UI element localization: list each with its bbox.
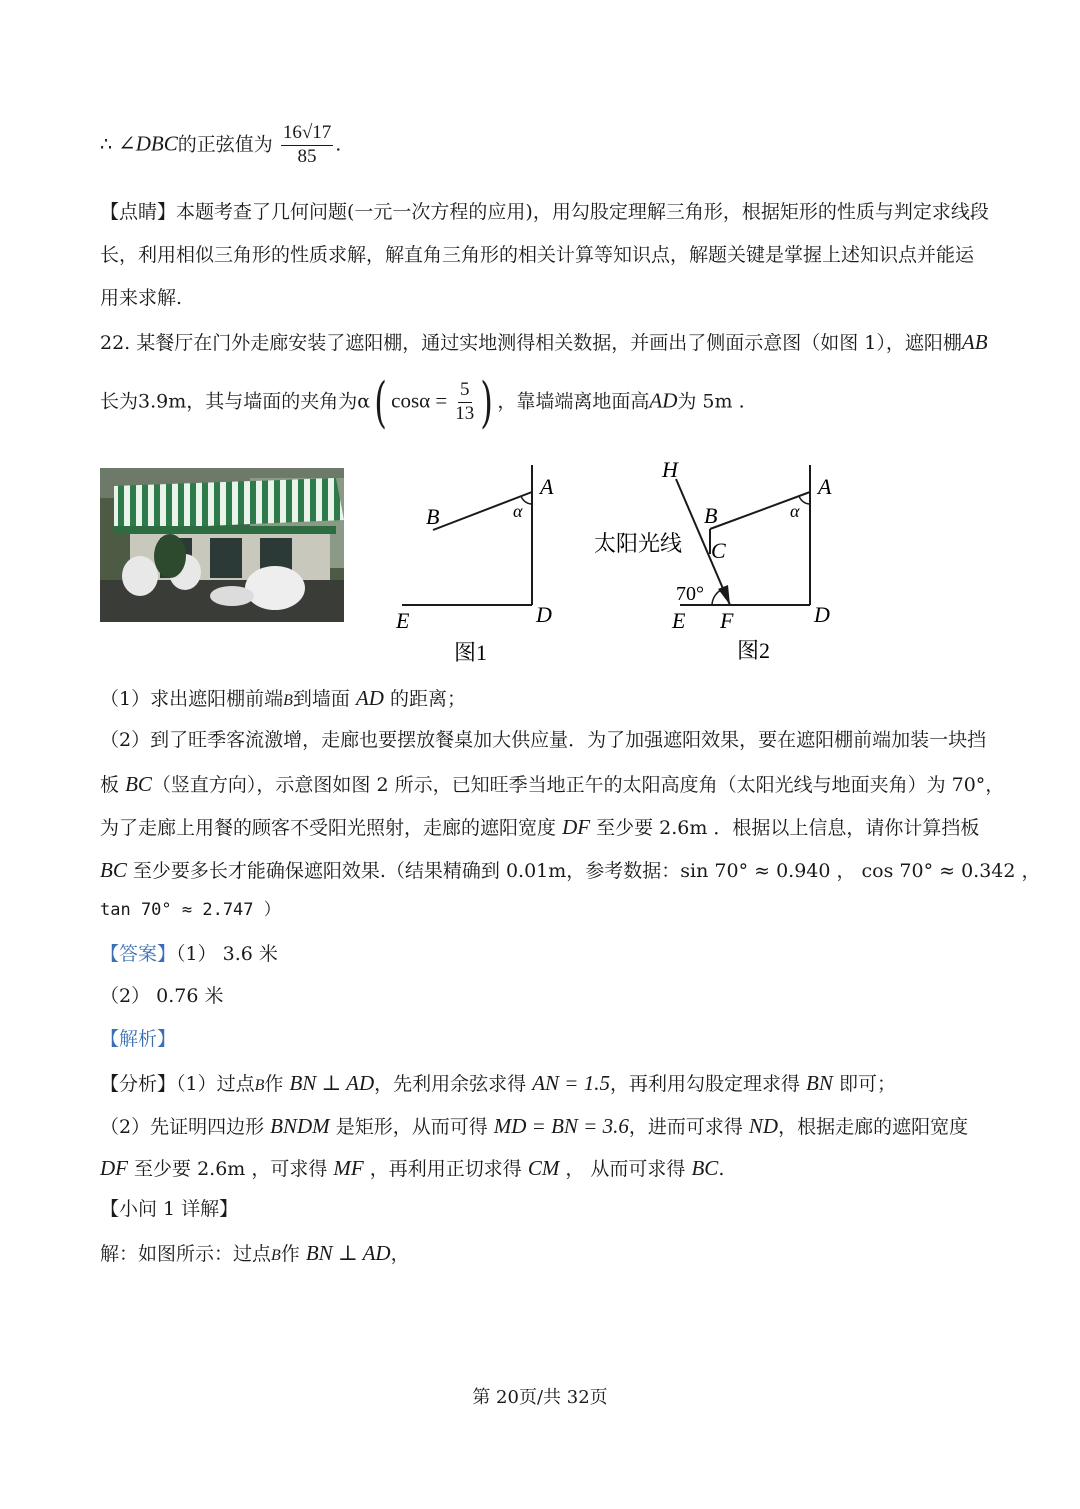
fig1-label-d: D [536, 602, 552, 627]
question-22-line-1: 22. 某餐厅在门外走廊安装了遮阳棚，通过实地测得相关数据，并画出了侧面示意图（如图 1），遮阳棚AB [100, 330, 988, 354]
fig2-label-f: F [720, 608, 734, 633]
comment-line-2: 长，利用相似三角形的性质求解，解直角三角形的相关计算等知识点，解题关键是掌握上述知识点并能运 [100, 244, 975, 266]
answer-tag: 【答案】 [100, 943, 177, 965]
fig2-label-alpha: α [790, 501, 800, 521]
fig1-label-alpha: α [513, 501, 523, 521]
analysis-tag: 【解析】 [100, 1028, 177, 1050]
fig2-label-h: H [662, 457, 678, 482]
fig1-label-a: A [540, 474, 554, 499]
answer-line-2: （2） 0.76 米 [100, 985, 224, 1007]
fig2-label-c: C [711, 538, 726, 563]
comment-line-1: 【点睛】本题考查了几何问题(一元一次方程的应用)，用勾股定理解三角形，根据矩形的性质与判定求线段 [100, 201, 989, 223]
fig2-caption: 图2 [737, 638, 771, 663]
fraction-5-13: $\frac{5}{13}$ [455, 379, 475, 424]
page-footer: 第 20页/共 32页 [472, 1387, 608, 1408]
fenxi-tag: 【分析】 [100, 1073, 177, 1095]
fig1-label-e: E [396, 608, 410, 633]
sub-question-2-line-5: tan 70° ≈ 2.747 ） [100, 900, 281, 920]
fig2-sunlight-label: 太阳光线 [594, 531, 683, 556]
question-22-line-2: 长为3.9m，其与墙面的夹角为α( cosα = $\frac{5}{13}$ ) ，靠墙端离地面高AD为 5m . [100, 370, 745, 434]
fraction-16-sqrt17-85: $\frac{16√17}{85}$ [282, 122, 332, 167]
comment-tag: 【点睛】 [100, 201, 177, 223]
fig2-angle-label: 70° [676, 583, 704, 605]
fig2-label-e: E [672, 608, 686, 633]
angle-symbol: ∠ [118, 131, 136, 156]
fig2-label-b: B [704, 503, 718, 528]
fenxi-line-3: DF 至少要 2.6m ，可求得 MF ，再利用正切求得 CM ， 从而可求得 BC. [100, 1156, 725, 1180]
figure-2 [592, 455, 852, 670]
sub-question-2-line-1: （2）到了旺季客流激增，走廊也要摆放餐桌加大供应量．为了加强遮阳效果，要在遮阳棚前端加装一块挡 [100, 729, 987, 751]
fenxi-line-1: 【分析】（1）过点B作 BN ⊥ AD，先利用余弦求得 AN = 1.5，再利用勾股定理求得 BN 即可； [100, 1071, 896, 1095]
detail-tag: 【小问 1 详解】 [100, 1198, 239, 1220]
fig2-label-d: D [814, 602, 830, 627]
awning-photo [100, 468, 344, 622]
sub-question-2-line-2: 板 BC（竖直方向），示意图如图 2 所示，已知旺季当地正午的太阳高度角（太阳光线与地面夹角）为 70°， [100, 772, 1005, 796]
sub-question-2-line-4: BC 至少要多长才能确保遮阳效果.（结果精确到 0.01m，参考数据：sin 70° ≈ 0.940 ， cos 70° ≈ 0.342 ， [100, 858, 1041, 882]
therefore-symbol: ∴ [100, 133, 113, 156]
solution-line: 解：如图所示：过点B作 BN ⊥ AD， [100, 1241, 410, 1265]
sub-question-2-line-3: 为了走廊上用餐的顾客不受阳光照射，走廊的遮阳宽度 DF 至少要 2.6m ．根据以上信息，请你计算挡板 [100, 815, 980, 839]
fig1-label-b: B [426, 504, 440, 529]
sine-text: 的正弦值为 [177, 133, 273, 156]
angle-dbc: DBC [135, 131, 178, 156]
fig2-label-a: A [818, 474, 832, 499]
comment-line-3: 用来求解. [100, 287, 183, 309]
segment-ad: AD [649, 388, 678, 413]
fenxi-line-2: （2）先证明四边形 BNDM 是矩形，从而可得 MD = BN = 3.6，进而可求得 ND，根据走廊的遮阳宽度 [100, 1114, 969, 1138]
segment-ab: AB [961, 330, 988, 354]
cos-alpha: cosα = [391, 388, 448, 413]
fig1-caption: 图1 [454, 640, 488, 665]
sine-result-line: ∴ ∠DBC的正弦值为 $\frac{16√17}{85}$ . [100, 122, 342, 167]
answer-line-1: 【答案】（1） 3.6 米 [100, 943, 278, 965]
figure-1 [390, 460, 570, 670]
sub-question-1: （1）求出遮阳棚前端B到墙面 AD 的距离； [100, 686, 466, 710]
